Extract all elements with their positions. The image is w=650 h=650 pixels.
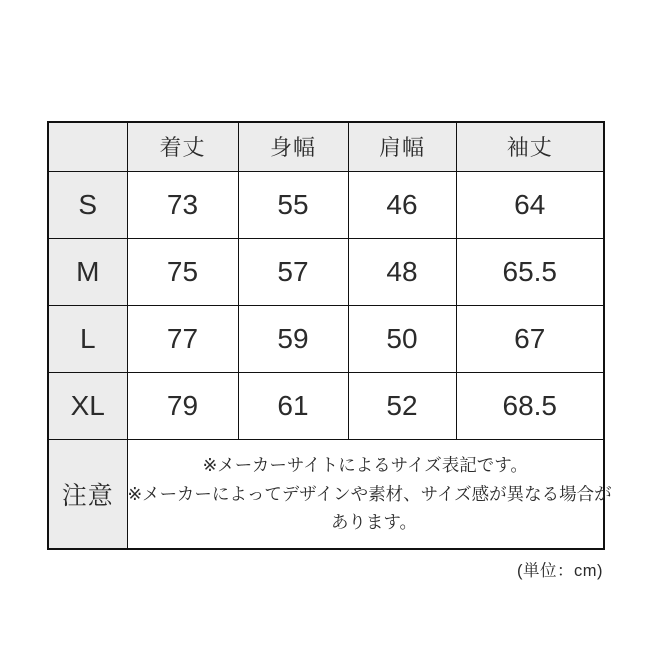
row-header-l: L (48, 305, 127, 372)
table-header-row (48, 122, 604, 171)
note-line-3: あります。 (330, 511, 418, 532)
cell-xl-shoulder-width: 52 (348, 372, 456, 439)
table-row-size-m (48, 238, 604, 305)
cell-l-shoulder-width: 50 (348, 305, 456, 372)
column-header-length: 着丈 (127, 122, 238, 171)
cell-s-shoulder-width: 46 (348, 171, 456, 238)
cell-s-sleeve-length: 64 (456, 171, 604, 238)
size-spec-table (47, 121, 612, 550)
column-header-shoulder-width: 肩幅 (348, 122, 456, 171)
note-row-header: 注意 (48, 439, 127, 549)
corner-cell (48, 122, 127, 171)
cell-l-length: 77 (127, 305, 238, 372)
cell-l-sleeve-length: 67 (456, 305, 604, 372)
cell-s-length: 73 (127, 171, 238, 238)
table-row-size-xl (48, 372, 604, 439)
cell-m-length: 75 (127, 238, 238, 305)
row-header-s: S (48, 171, 127, 238)
cell-m-sleeve-length: 65.5 (456, 238, 604, 305)
cell-m-body-width: 57 (238, 238, 348, 305)
cell-s-body-width: 55 (238, 171, 348, 238)
table-row-size-s (48, 171, 604, 238)
cell-l-body-width: 59 (238, 305, 348, 372)
unit-label: (単位：cm) (517, 562, 603, 580)
cell-m-shoulder-width: 48 (348, 238, 456, 305)
row-header-m: M (48, 238, 127, 305)
cell-xl-sleeve-length: 68.5 (456, 372, 604, 439)
note-line-2: ※メーカーによってデザインや素材、サイズ感が異なる場合が (127, 483, 612, 504)
note-line-1: ※メーカーサイトによるサイズ表記です。 (202, 455, 528, 476)
column-header-body-width: 身幅 (238, 122, 348, 171)
cell-xl-body-width: 61 (238, 372, 348, 439)
note-text-cell (127, 439, 612, 549)
table-row-size-l (48, 305, 604, 372)
column-header-sleeve-length: 袖丈 (456, 122, 604, 171)
table-row-note (48, 439, 604, 549)
cell-xl-length: 79 (127, 372, 238, 439)
row-header-xl: XL (48, 372, 127, 439)
